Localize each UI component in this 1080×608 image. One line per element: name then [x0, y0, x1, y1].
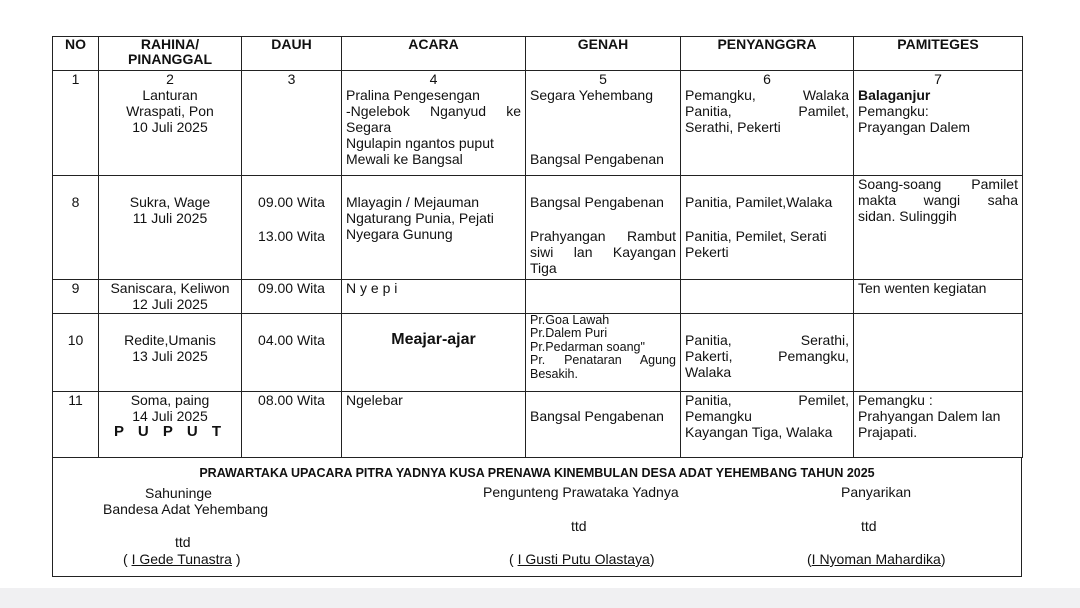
pamiteges-cell: Balaganjur Pemangku: Prayangan Dalem: [854, 87, 1023, 175]
col-number: 4: [342, 71, 526, 88]
penyanggra-cell: Panitia, Pamilet,Walaka Panitia, Pemilet, Serati Pekerti: [681, 175, 854, 279]
genah-cell: Bangsal Pengabenan Prahyangan Rambut siwi lan Kayangan Tiga: [526, 175, 681, 279]
left-line2: Bandesa Adat Yehembang: [103, 501, 269, 517]
col-number: 6: [681, 71, 854, 88]
date-cell: Sukra, Wage 11 Juli 2025: [99, 175, 242, 279]
pamiteges-cell: Pemangku : Prahyangan Dalem lan Prajapati.: [854, 391, 1023, 457]
genah-cell: Bangsal Pengabenan: [526, 391, 681, 457]
col-number: 3: [242, 71, 342, 88]
table-row: [53, 175, 1023, 279]
acara-cell: Pralina Pengesengan -Ngelebok Nganyud ke Segara Ngulapin ngantos puput Mewali ke Bangsal: [342, 87, 526, 175]
right-ttd: ttd: [861, 518, 877, 534]
dauh-cell: 08.00 Wita: [242, 391, 342, 457]
header-penyanggra: PENYANGGRA: [681, 37, 854, 71]
table-row: [53, 87, 1023, 175]
header-pamiteges: PAMITEGES: [854, 37, 1023, 71]
puput-label: P U P U T: [114, 422, 226, 440]
acara-cell: Ngelebar: [342, 391, 526, 457]
header-dauh: DAUH: [242, 37, 342, 71]
genah-cell: Pr.Goa Lawah Pr.Dalem Puri Pr.Pedarman soang" Pr. Penataran Agung Besakih.: [526, 313, 681, 391]
row-number: 9: [53, 279, 99, 313]
header-acara: ACARA: [342, 37, 526, 71]
row-number: 8: [53, 175, 99, 279]
penyanggra-cell: Panitia, Serathi, Pakerti, Pemangku, Walaka: [681, 313, 854, 391]
penyanggra-cell: Panitia, Pemilet, Pemangku Kayangan Tiga, Walaka: [681, 391, 854, 457]
table-row: [53, 313, 1023, 391]
right-line1: Panyarikan: [841, 484, 912, 500]
pamiteges-cell: Soang-soang Pamilet makta wangi saha sidan. Sulinggih: [854, 175, 1023, 279]
header-row: [53, 37, 1023, 71]
schedule-table: [52, 36, 1023, 458]
acara-cell: N y e p i: [342, 279, 526, 313]
pamiteges-cell: Ten wenten kegiatan: [854, 279, 1023, 313]
table-row: [53, 279, 1023, 313]
table-row: [53, 71, 1023, 88]
right-signatory-name: (I Nyoman Mahardika): [807, 551, 946, 567]
date-cell: Redite,Umanis 13 Juli 2025: [99, 313, 242, 391]
left-line1: Sahuninge: [145, 485, 212, 501]
penyanggra-cell: Pemangku, Walaka Panitia, Pamilet, Serathi, Pekerti: [681, 87, 854, 175]
acara-cell: Mlayagin / Mejauman Ngaturang Punia, Pejati Nyegara Gunung: [342, 175, 526, 279]
col-number: 7: [854, 71, 1023, 88]
date-cell: Lanturan Wraspati, Pon 10 Juli 2025: [99, 87, 242, 175]
left-signatory-name: ( I Gede Tunastra ): [123, 551, 241, 567]
signature-footer: [52, 458, 1022, 577]
table-row: [53, 391, 1023, 457]
col-number: 5: [526, 71, 681, 88]
mid-ttd: ttd: [571, 518, 587, 534]
header-rahina: RAHINA/ PINANGGAL: [99, 37, 242, 71]
dauh-cell: 09.00 Wita: [242, 279, 342, 313]
dauh-cell: 09.00 Wita 13.00 Wita: [242, 175, 342, 279]
acara-cell: Meajar-ajar: [342, 313, 526, 391]
row-number: 10: [53, 313, 99, 391]
genah-cell: Segara Yehembang Bangsal Pengabenan: [526, 87, 681, 175]
col-number: 2: [99, 71, 242, 88]
dauh-cell: 04.00 Wita: [242, 313, 342, 391]
footer-title: PRAWARTAKA UPACARA PITRA YADNYA KUSA PRENAWA KINEMBULAN DESA ADAT YEHEMBANG TAHUN 2025: [199, 466, 875, 480]
row-number: 11: [53, 391, 99, 457]
header-genah: GENAH: [526, 37, 681, 71]
mid-line1: Pengunteng Prawataka Yadnya: [483, 484, 679, 500]
bottom-strip: [0, 588, 1080, 608]
date-cell: Saniscara, Keliwon 12 Juli 2025: [99, 279, 242, 313]
date-cell: Soma, paing 14 Juli 2025 P U P U T: [99, 391, 242, 457]
mid-signatory-name: ( I Gusti Putu Olastaya): [509, 551, 655, 567]
left-ttd: ttd: [175, 534, 191, 550]
header-no: NO: [53, 37, 99, 71]
col-number: 1: [53, 71, 99, 88]
